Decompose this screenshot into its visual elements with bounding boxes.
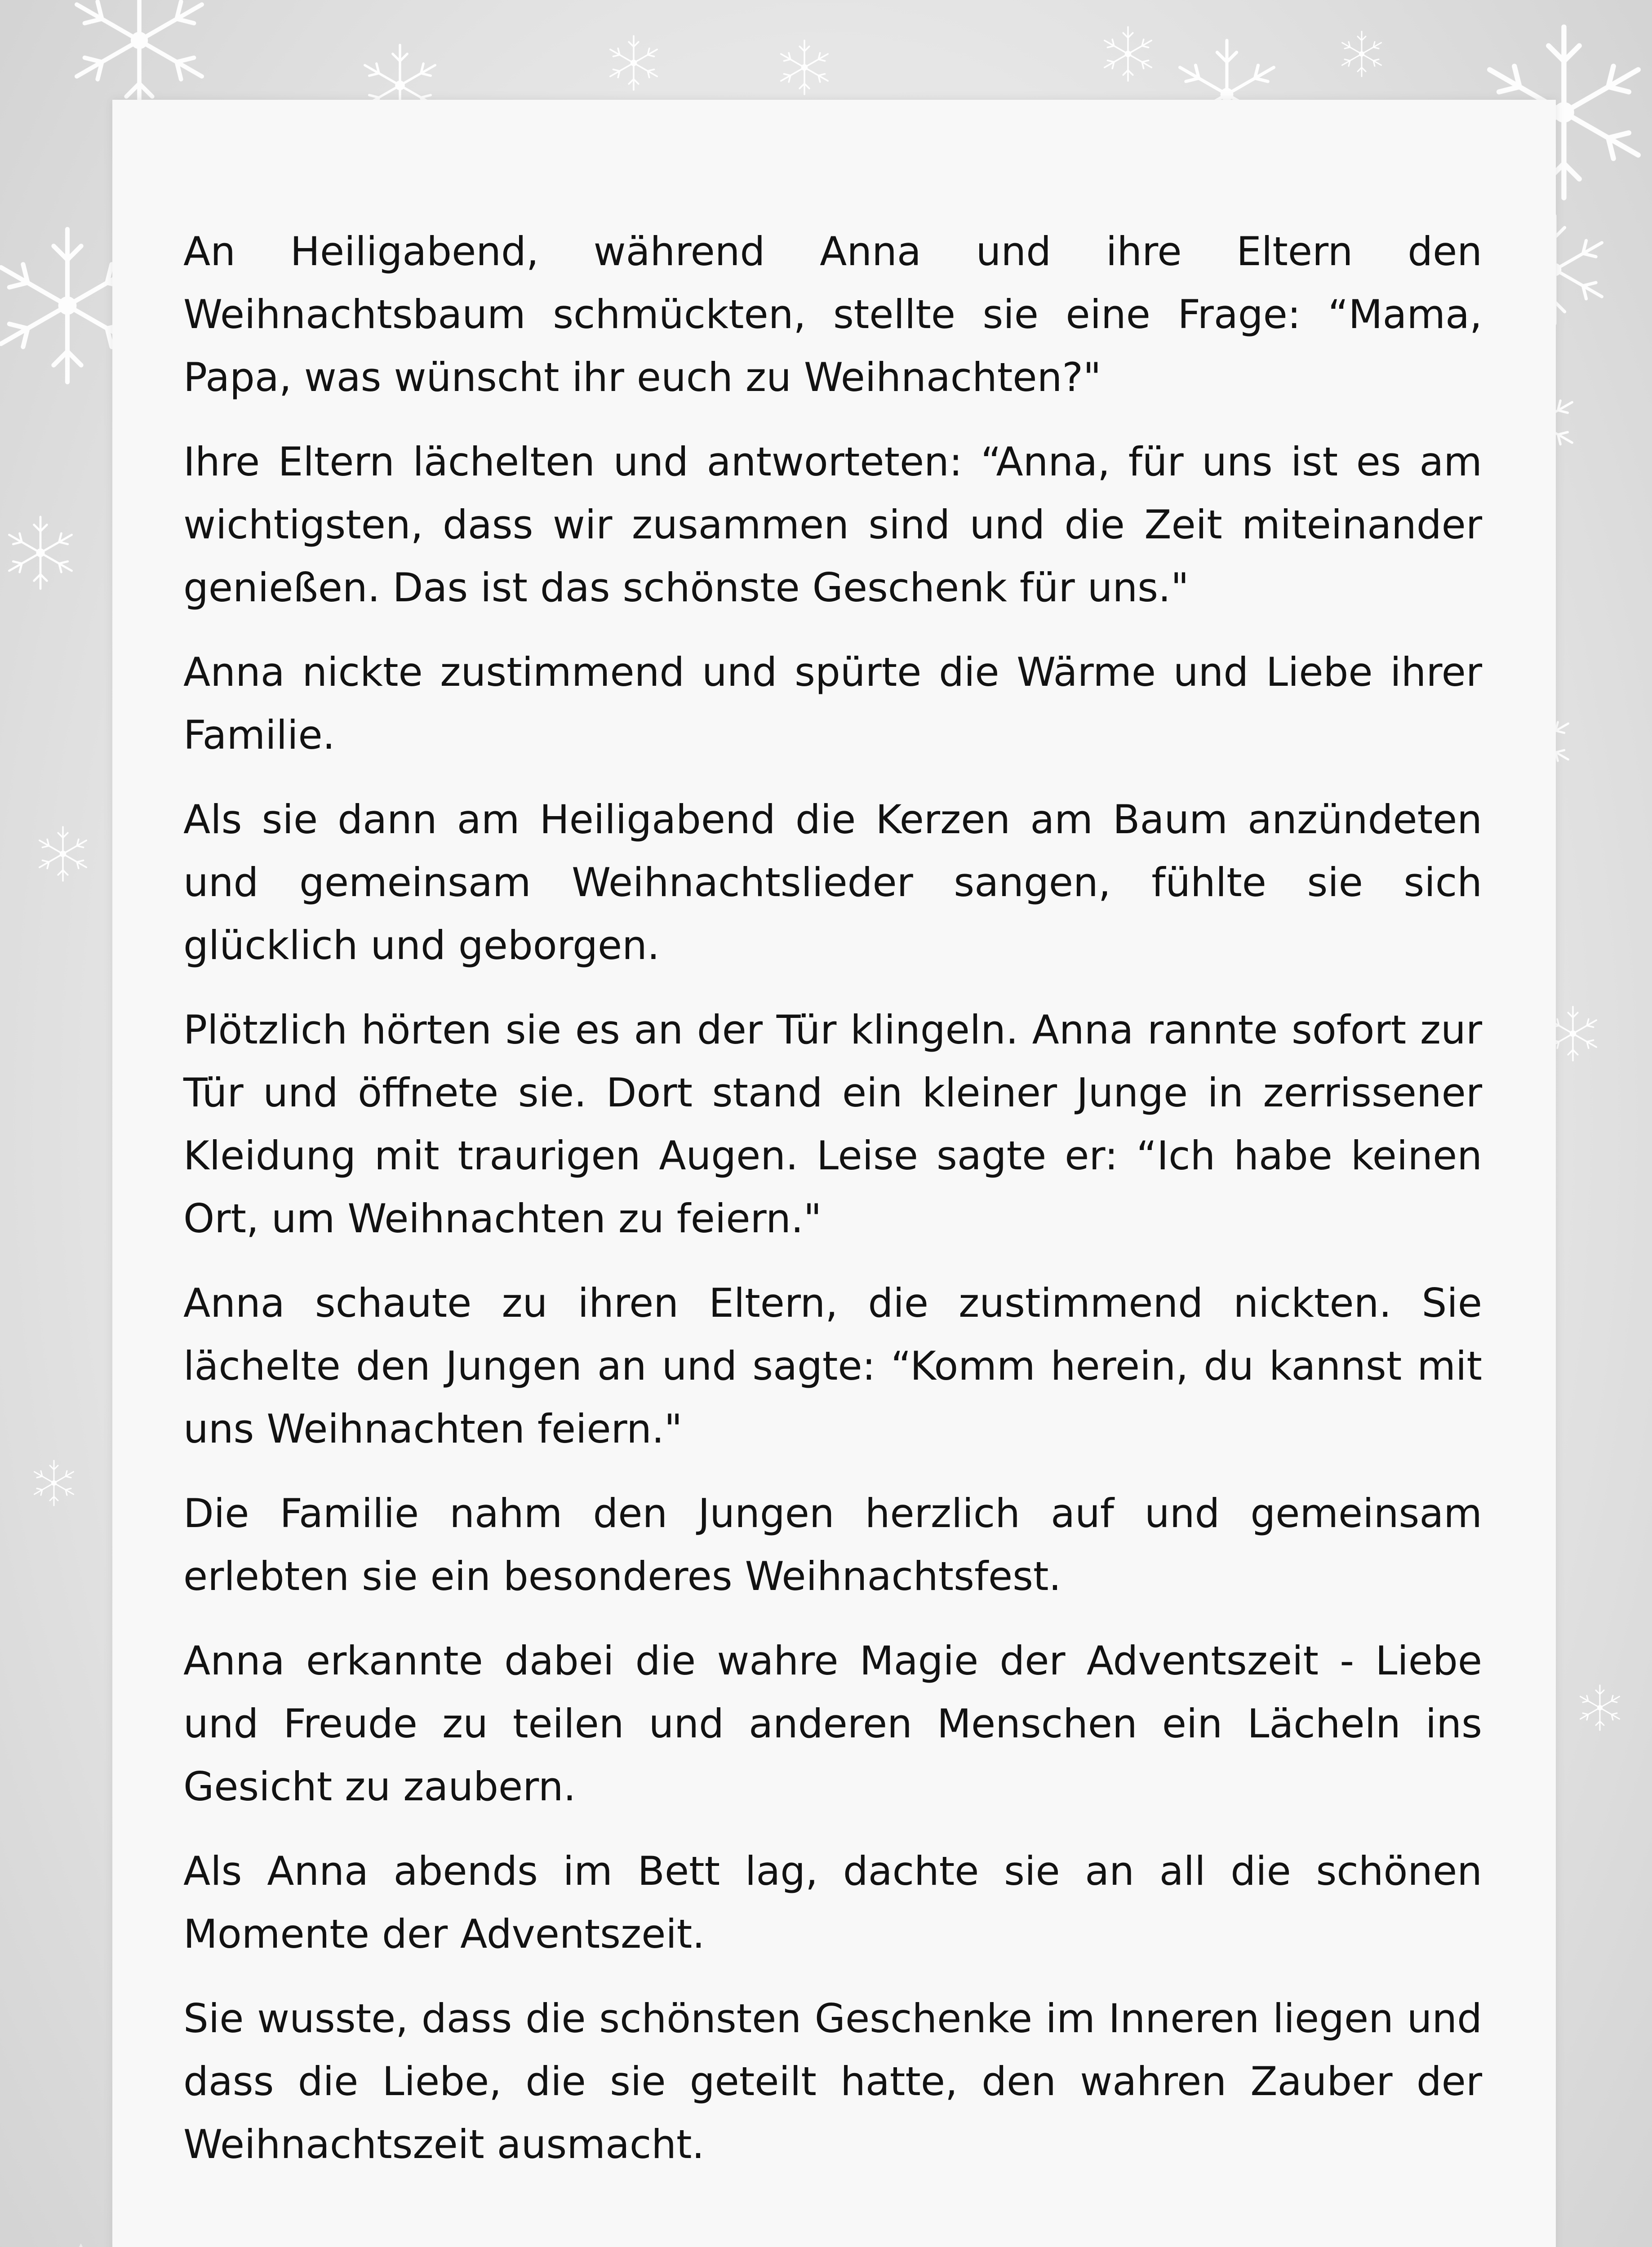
story-paragraph: Sie wusste, dass die schönsten Geschenke im Inneren liegen und dass die Liebe, die sie geteilt hatte, den wahren Zauber der Weihnachtszeit ausmacht. — [183, 1995, 1482, 2167]
story-paragraph: An Heiligabend, während Anna und ihre Eltern den Weihnachtsbaum schmückten, stellte sie eine Frage: “Mama, Papa, was wünscht ihr euch zu Weihnachten?" — [183, 228, 1482, 400]
story-paragraph: Anna schaute zu ihren Eltern, die zustimmend nickten. Sie lächelte den Jungen an und sagte: “Komm herein, du kannst mit uns Weihnachten feiern." — [183, 1280, 1482, 1452]
story-paragraph: Anna erkannte dabei die wahre Magie der Adventszeit - Liebe und Freude zu teilen und anderen Menschen ein Lächeln ins Gesicht zu zaubern. — [183, 1638, 1482, 1810]
story-paragraph: Als sie dann am Heiligabend die Kerzen am Baum anzündeten und gemeinsam Weihnachtslieder sangen, fühlte sie sich glücklich und geborgen. — [183, 796, 1482, 968]
story-paragraph: Die Familie nahm den Jungen herzlich auf und gemeinsam erlebten sie ein besonderes Weihnachtsfest. — [183, 1490, 1482, 1599]
story-text — [183, 220, 1482, 2198]
story-paragraph: Ihre Eltern lächelten und antworteten: “Anna, für uns ist es am wichtigsten, dass wir zusammen sind und die Zeit miteinander genießen. Das ist das schönste Geschenk für uns." — [183, 439, 1482, 611]
story-paragraph: Anna nickte zustimmend und spürte die Wärme und Liebe ihrer Familie. — [183, 649, 1482, 758]
story-paragraph: Als Anna abends im Bett lag, dachte sie an all die schönen Momente der Adventszeit. — [183, 1848, 1482, 1957]
story-paragraph: Plötzlich hörten sie es an der Tür klingeln. Anna rannte sofort zur Tür und öffnete sie. Dort stand ein kleiner Junge in zerrissener Kleidung mit traurigen Augen. Leise sagte er: “Ich habe keinen Ort, um Weihnachten zu feiern." — [183, 1007, 1482, 1242]
